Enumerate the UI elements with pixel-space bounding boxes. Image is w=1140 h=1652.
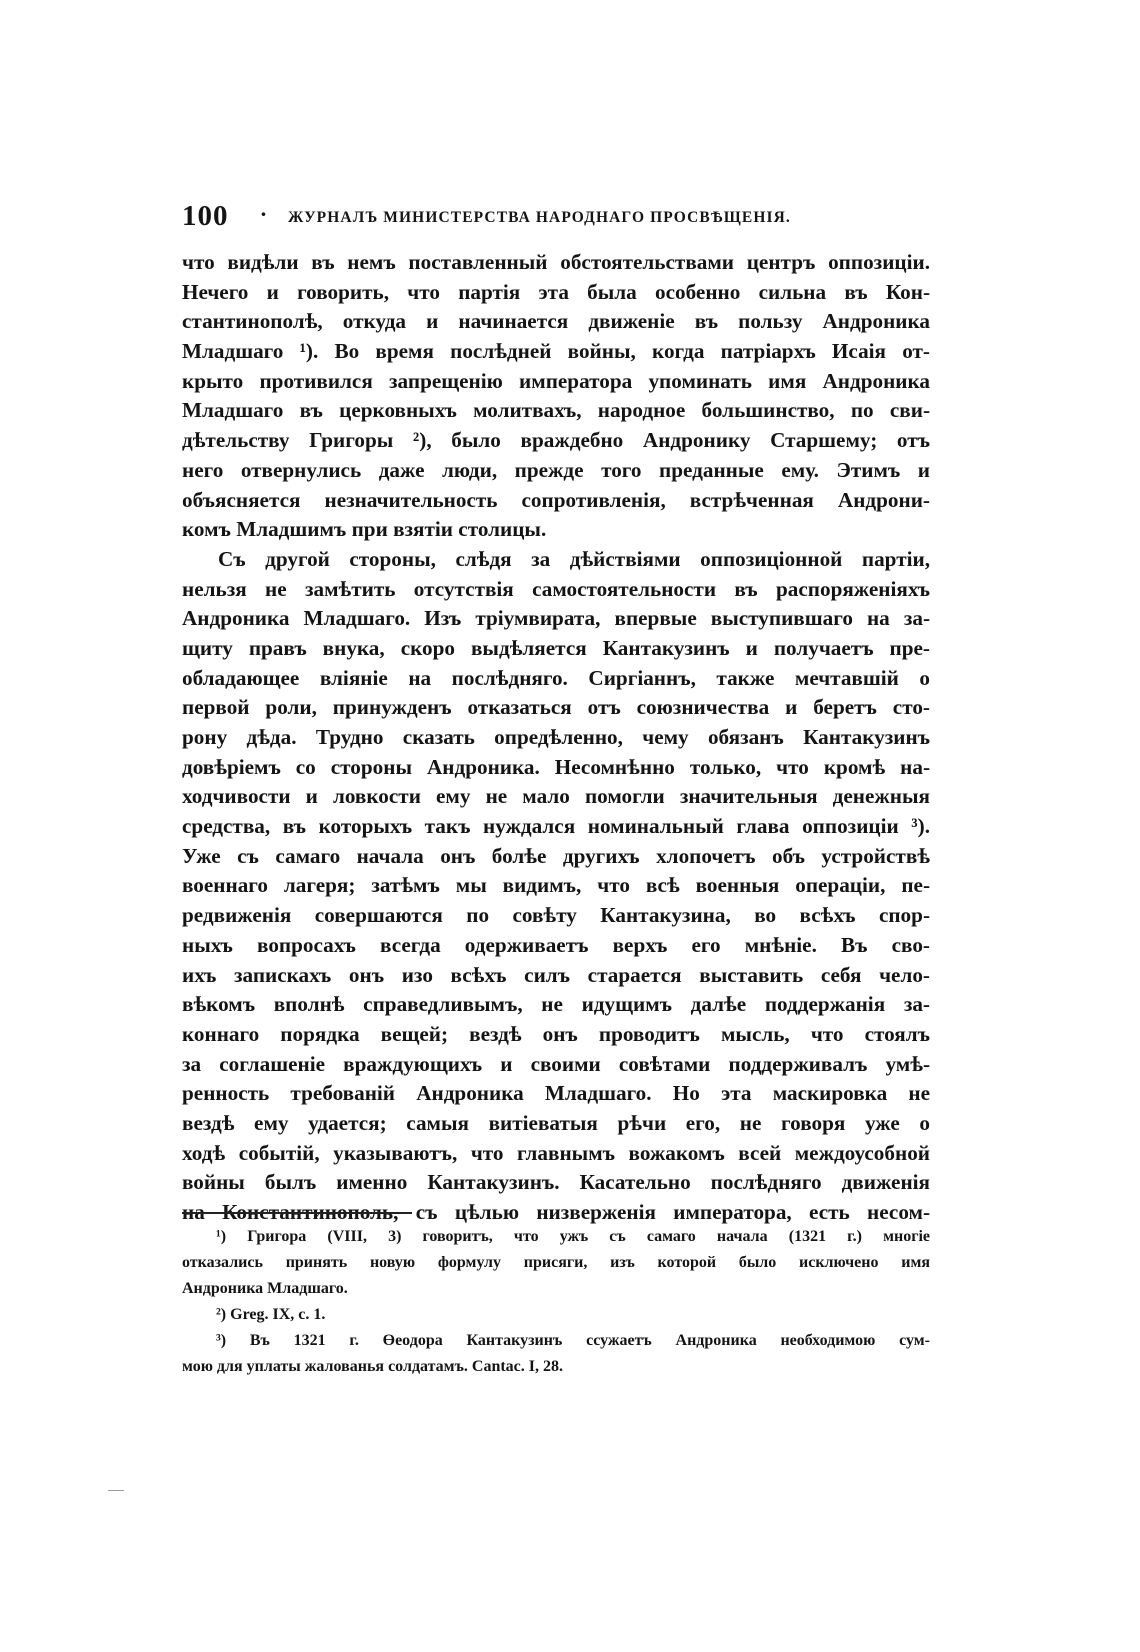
text-line: Съ другой стороны, слѣдя за дѣйствіями оппозиціонной партіи, (218, 546, 930, 571)
text-line: военнаго лагеря; затѣмъ мы видимъ, что всѣ военныя операціи, пе- (182, 873, 930, 898)
footnote-line: ³) Въ 1321 г. Өеодора Кантакузинъ ссужаетъ Андроника необходимою сум- (216, 1332, 930, 1349)
text-line: ихъ запискахъ онъ изо всѣхъ силъ старается выставить себя чело- (182, 962, 930, 987)
main-text (182, 248, 930, 1228)
text-line: коннаго порядка вещей; вездѣ онъ проводитъ мысль, что стоялъ (182, 1021, 930, 1046)
text-line: довѣріемъ со стороны Андроника. Несомнѣнно только, что кромѣ на- (182, 754, 930, 779)
text-line: вездѣ ему удается; самыя витіеватыя рѣчи его, не говоря уже о (182, 1110, 930, 1135)
text-line: нельзя не замѣтить отсутствія самостоятельности въ распоряженіяхъ (182, 576, 930, 601)
text-line: Нечего и говорить, что партія эта была особенно сильна въ Кон- (182, 279, 930, 304)
footnote-line: отказались принять новую формулу присяги, изъ которой было исключено имя (182, 1254, 930, 1271)
text-line: объясняется незначительность сопротивленія, встрѣченная Андрони- (182, 487, 930, 512)
page-number: 100 (182, 200, 229, 232)
footnotes (182, 1224, 930, 1380)
text-line: что видѣли въ немъ поставленный обстоятельствами центръ оппозиціи. (182, 250, 930, 274)
footnote-divider (182, 1212, 412, 1214)
text-line: щиту правъ внука, скоро выдѣляется Кантакузинъ и получаетъ пре- (182, 635, 930, 660)
text-line: него отвернулись даже люди, прежде того преданные ему. Этимъ и (182, 457, 930, 482)
footnote-line: ²) Greg. IX, c. 1. (216, 1306, 326, 1323)
text-line: стантинополѣ, откуда и начинается движеніе въ пользу Андроника (182, 309, 930, 334)
margin-mark (108, 1490, 124, 1491)
text-line: войны былъ именно Кантакузинъ. Касательно послѣдняго движенія (182, 1170, 930, 1195)
text-line: ныхъ вопросахъ всегда одерживаетъ верхъ его мнѣніе. Въ сво- (182, 932, 930, 957)
text-line: первой роли, принужденъ отказаться отъ союзничества и беретъ сто- (182, 695, 930, 720)
text-line: рону дѣда. Трудно сказать опредѣленно, чему обязанъ Кантакузинъ (182, 725, 930, 749)
running-title: ЖУРНАЛЪ МИНИСТЕРСТВА НАРОДНАГО ПРОСВѢЩЕНІЯ. (288, 209, 791, 226)
page-header (182, 200, 922, 236)
footnote-line: Андроника Младшаго. (182, 1280, 348, 1297)
text-line: ходѣ событій, указываютъ, что главнымъ вожакомъ всей междоусобной (182, 1140, 930, 1165)
text-line: обладающее вліяніе на послѣдняго. Сиргіаннъ, также мечтавшій о (182, 665, 930, 690)
footnote-line: мою для уплаты жалованья солдатамъ. Cantac. I, 28. (182, 1358, 564, 1375)
text-line: ходчивости и ловкости ему не мало помогли значительныя денежныя (182, 784, 930, 809)
text-line: ренность требованій Андроника Младшаго. Но эта маскировка не (182, 1081, 930, 1106)
text-line: комъ Младшимъ при взятіи столицы. (182, 517, 547, 542)
text-line: Младшаго въ церковныхъ молитвахъ, народное большинство, по сви- (182, 398, 930, 423)
text-line: Младшаго ¹). Во время послѣдней войны, когда патріархъ Исаія от- (182, 339, 930, 364)
text-line: средства, въ которыхъ такъ нуждался номинальный глава оппозиціи ³). (182, 814, 930, 839)
text-line: Уже съ самаго начала онъ болѣе другихъ хлопочетъ объ устройствѣ (182, 843, 930, 868)
text-line: редвиженія совершаются по совѣту Кантакузина, во всѣхъ спор- (182, 903, 930, 928)
text-line: вѣкомъ вполнѣ справедливымъ, не идущимъ далѣе поддержанія за- (182, 992, 930, 1017)
text-line: крыто противился запрещенію императора упоминать имя Андроника (182, 368, 930, 393)
header-separator: · (260, 202, 267, 226)
footnote-line: ¹) Григора (VIII, 3) говоритъ, что ужъ съ самаго начала (1321 г.) многіе (216, 1228, 930, 1245)
text-line: дѣтельству Григоры ²), было враждебно Андронику Старшему; отъ (182, 428, 930, 453)
text-line: за соглашеніе враждующихъ и своими совѣтами поддерживалъ умѣ- (182, 1051, 930, 1076)
text-line: Андроника Младшаго. Изъ тріумвирата, впервые выступившаго на за- (182, 606, 930, 631)
text-line: на Константинополь, съ цѣлью низверженія императора, есть несом- (182, 1200, 930, 1224)
